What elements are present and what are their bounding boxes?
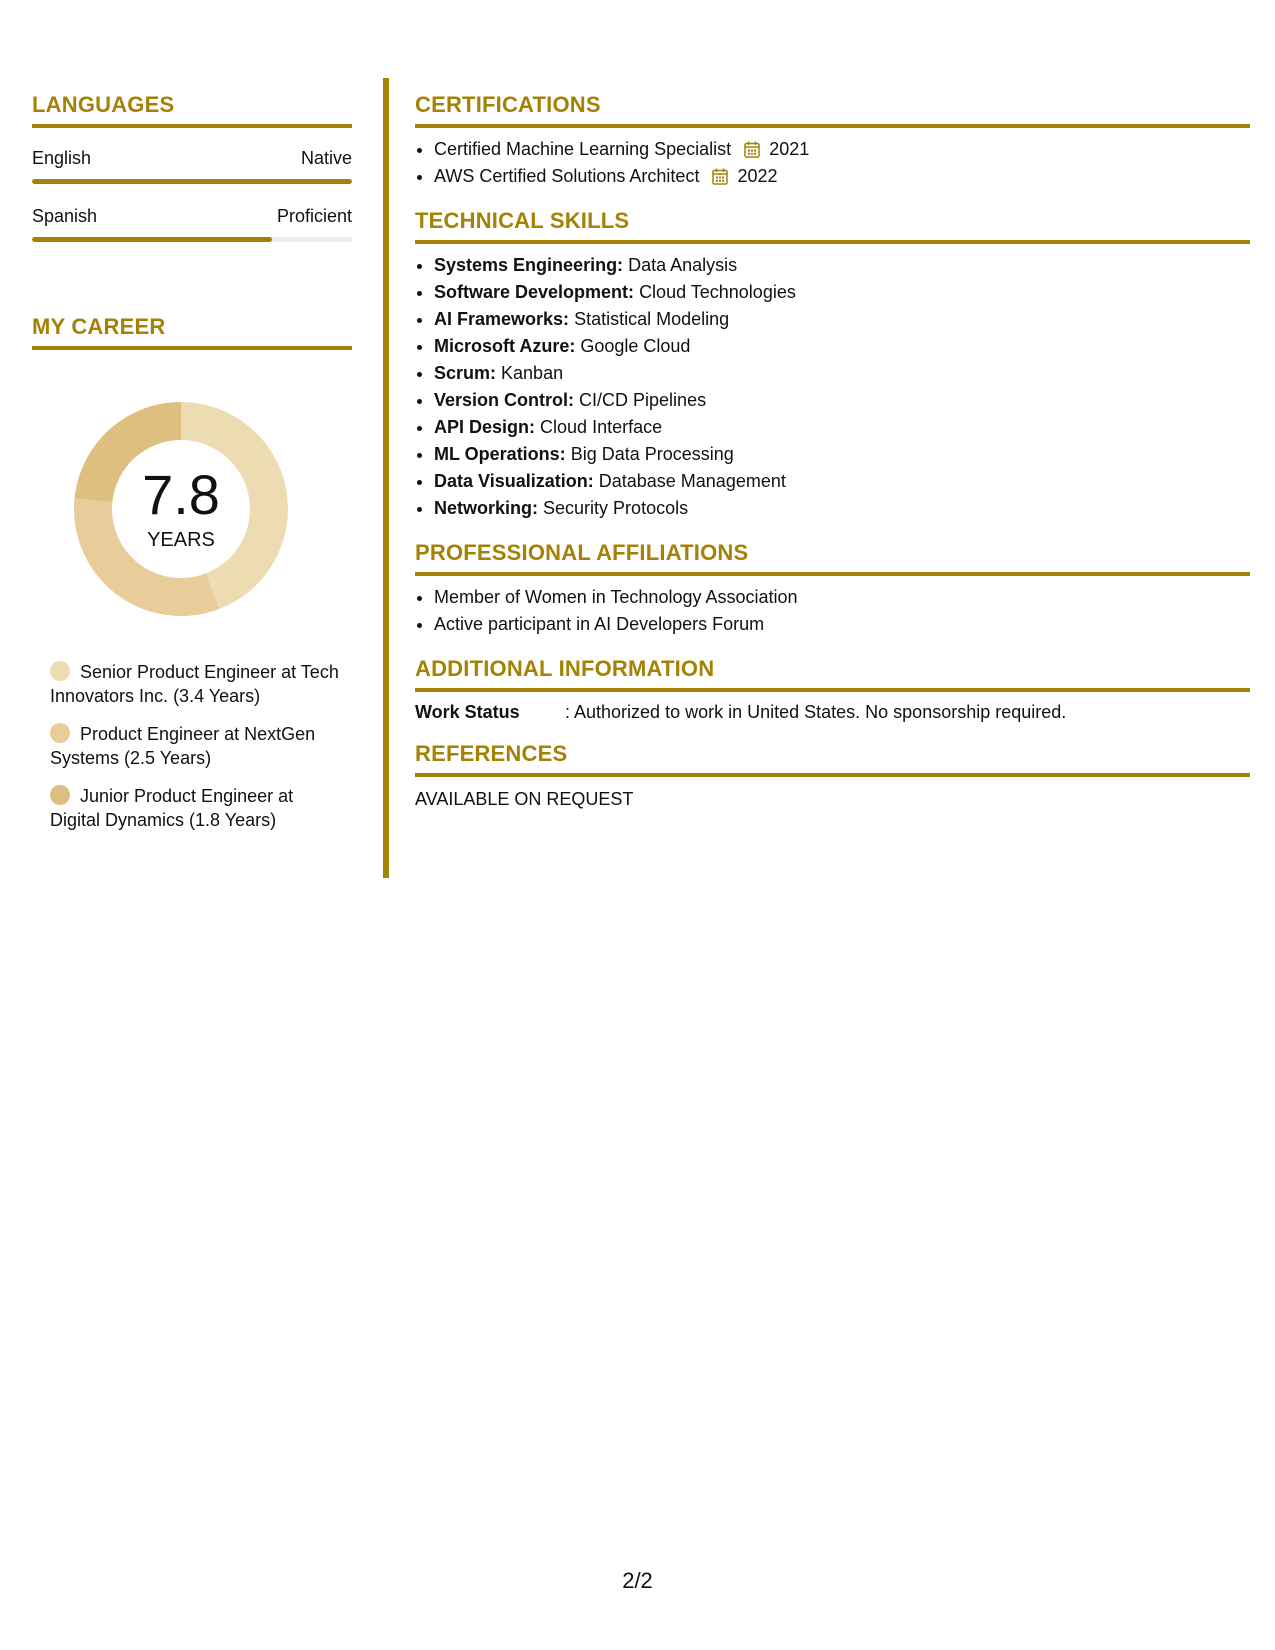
- skill-key: Systems Engineering:: [434, 255, 624, 275]
- skill-key: API Design:: [434, 417, 536, 437]
- skill-item: [434, 414, 1250, 441]
- skill-item: [434, 441, 1250, 468]
- career-total-years: 7.8: [142, 462, 220, 526]
- skills-list: [415, 252, 1250, 522]
- work-status-value: : Authorized to work in United States. No sponsorship required.: [565, 702, 1067, 722]
- career-legend: [50, 660, 340, 832]
- legend-dot: [50, 723, 70, 743]
- language-bar-fill: [32, 237, 272, 242]
- career-section: [32, 314, 352, 832]
- certification-name: Certified Machine Learning Specialist: [434, 139, 732, 159]
- skill-value: Big Data Processing: [570, 444, 734, 464]
- skill-value: Google Cloud: [580, 336, 691, 356]
- certification-name: AWS Certified Solutions Architect: [434, 166, 700, 186]
- language-bar: [32, 179, 352, 184]
- skill-key: Version Control:: [434, 390, 575, 410]
- language-name: English: [32, 148, 92, 168]
- career-years-unit: YEARS: [147, 528, 215, 551]
- skill-item: [434, 495, 1250, 522]
- legend-label: Senior Product Engineer at Tech Innovators Inc. (3.4 Years): [50, 662, 339, 706]
- legend-label: Product Engineer at NextGen Systems (2.5 Years): [50, 724, 316, 768]
- work-status-label: Work Status: [415, 702, 520, 722]
- certification-year: 2022: [737, 166, 778, 186]
- skill-value: CI/CD Pipelines: [579, 390, 707, 410]
- skill-value: Database Management: [598, 471, 786, 491]
- skill-value: Security Protocols: [543, 498, 689, 518]
- skill-key: Software Development:: [434, 282, 635, 302]
- skill-value: Data Analysis: [628, 255, 738, 275]
- language-bar-fill: [32, 179, 352, 184]
- languages-title: LANGUAGES: [32, 92, 352, 128]
- left-column: [32, 92, 352, 846]
- references-section: [415, 741, 1250, 810]
- references-text: AVAILABLE ON REQUEST: [415, 789, 634, 809]
- legend-item: [50, 784, 340, 832]
- right-column: [415, 92, 1250, 828]
- legend-label: Junior Product Engineer at Digital Dynamics (1.8 Years): [50, 786, 294, 830]
- additional-title: ADDITIONAL INFORMATION: [415, 656, 1250, 692]
- skills-section: [415, 208, 1250, 522]
- certifications-list: [415, 136, 1250, 190]
- affiliations-list: [415, 584, 1250, 638]
- certification-item: [434, 136, 1250, 163]
- skill-item: [434, 360, 1250, 387]
- calendar-icon: [712, 168, 728, 185]
- skill-value: Kanban: [501, 363, 564, 383]
- donut-center: [66, 394, 296, 624]
- affiliation-item: • Active participant in AI Developers Forum: [434, 611, 1250, 638]
- affiliations-title: PROFESSIONAL AFFILIATIONS: [415, 540, 1250, 576]
- skill-key: Data Visualization:: [434, 471, 594, 491]
- references-title: REFERENCES: [415, 741, 1250, 777]
- affiliations-section: [415, 540, 1250, 638]
- language-item: [32, 148, 352, 184]
- skills-title: TECHNICAL SKILLS: [415, 208, 1250, 244]
- certification-year: 2021: [769, 139, 810, 159]
- language-name: Spanish: [32, 206, 98, 226]
- skill-key: Networking:: [434, 498, 539, 518]
- affiliation-item: • Member of Women in Technology Association: [434, 584, 1250, 611]
- calendar-icon: [744, 141, 760, 158]
- skill-key: Microsoft Azure:: [434, 336, 576, 356]
- skill-item: [434, 468, 1250, 495]
- language-level: Native: [300, 148, 352, 168]
- skill-key: Scrum:: [434, 363, 497, 383]
- certifications-section: [415, 92, 1250, 190]
- skill-item: [434, 387, 1250, 414]
- certifications-title: CERTIFICATIONS: [415, 92, 1250, 128]
- skill-value: Statistical Modeling: [574, 309, 730, 329]
- skill-item: [434, 333, 1250, 360]
- legend-dot: [50, 661, 70, 681]
- skill-item: [434, 306, 1250, 333]
- career-donut-chart: [66, 394, 296, 624]
- skill-item: [434, 279, 1250, 306]
- language-level: Proficient: [276, 206, 352, 226]
- language-bar: [32, 237, 352, 242]
- work-status-row: [415, 702, 1250, 723]
- page-number: 2/2: [622, 1568, 653, 1593]
- language-item: [32, 206, 352, 242]
- legend-item: [50, 722, 340, 770]
- skill-value: Cloud Interface: [540, 417, 663, 437]
- certification-item: [434, 163, 1250, 190]
- skill-item: [434, 252, 1250, 279]
- skill-key: AI Frameworks:: [434, 309, 570, 329]
- legend-item: [50, 660, 340, 708]
- legend-dot: [50, 785, 70, 805]
- skill-key: ML Operations:: [434, 444, 566, 464]
- skill-value: Cloud Technologies: [639, 282, 796, 302]
- career-title: MY CAREER: [32, 314, 352, 350]
- additional-section: [415, 656, 1250, 723]
- column-divider: [383, 78, 389, 878]
